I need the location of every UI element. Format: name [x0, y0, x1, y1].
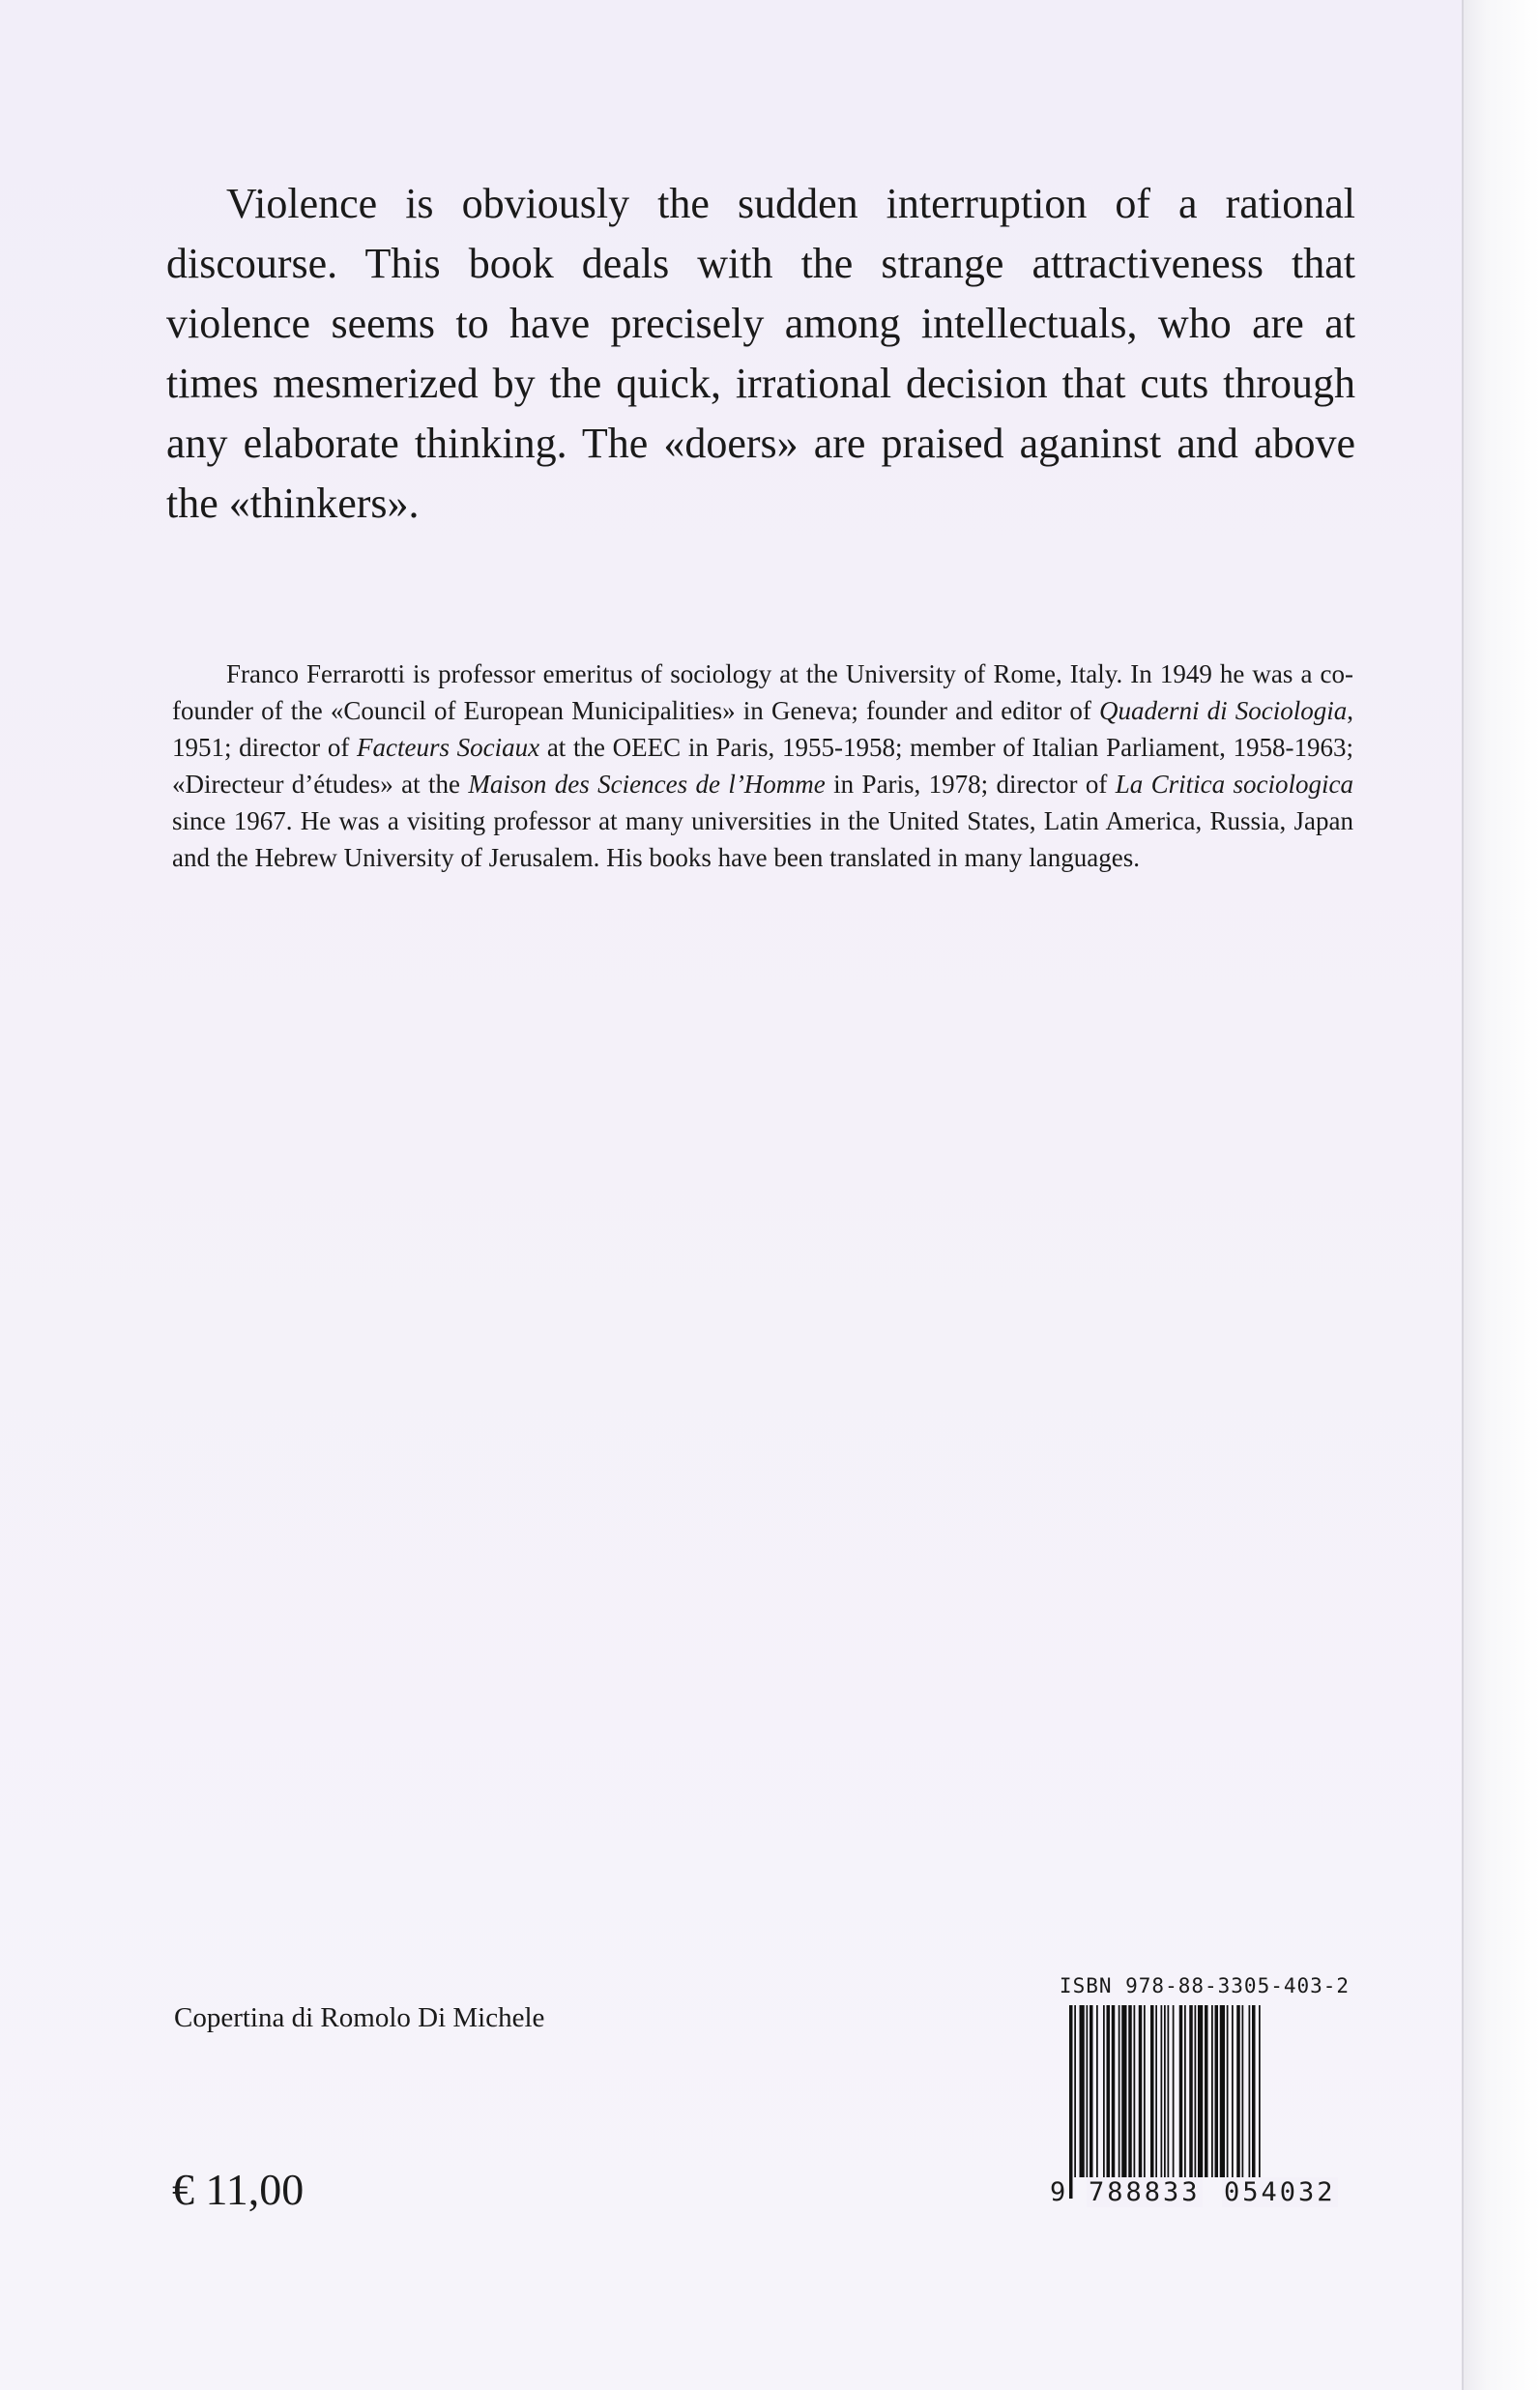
- bio-text-4: in Paris, 1978; director of: [825, 770, 1116, 799]
- ean-left-group: 788833: [1089, 2177, 1201, 2207]
- ean-digits: [1050, 2177, 1359, 2210]
- barcode-bar: [1252, 2005, 1256, 2199]
- isbn-label: ISBN 978-88-3305-403-2: [1059, 1974, 1351, 1997]
- author-bio: [172, 656, 1353, 876]
- bio-text-2: , 1951; director of: [172, 696, 1354, 762]
- barcode-bar: [1121, 2005, 1126, 2177]
- barcode-bar: [1150, 2005, 1154, 2177]
- barcode-bar: [1195, 2005, 1197, 2177]
- barcode-bar: [1249, 2005, 1251, 2177]
- barcode-bar: [1179, 2005, 1183, 2177]
- barcode-bar: [1119, 2005, 1120, 2177]
- barcode-bar: [1087, 2005, 1089, 2177]
- bio-review-title: La Critica sociologica: [1115, 770, 1354, 799]
- barcode-bar: [1164, 2005, 1166, 2177]
- barcode-bar: [1161, 2005, 1163, 2199]
- book-edge: [1462, 0, 1540, 2390]
- cover-credit: Copertina di Romolo Di Michele: [174, 2002, 545, 2033]
- bio-text-3: at the OEEC in Paris, 1955-1958; member of Italian Parliament, 1958-1963; «Directeur d’études» at the: [172, 733, 1353, 799]
- ean-first-digit: 9: [1050, 2177, 1066, 2207]
- bio-text-1: Franco Ferrarotti is professor emeritus of sociology at the University of Rome, Italy. In 1949 he was a co-founder of the «Council of European Municipalities» in Geneva; founder and editor of: [172, 659, 1353, 725]
- barcode-bar: [1173, 2005, 1175, 2177]
- barcode-bar: [1242, 2005, 1244, 2177]
- price: € 11,00: [172, 2165, 305, 2214]
- barcode-bar: [1112, 2005, 1116, 2177]
- barcode-bar: [1236, 2005, 1240, 2177]
- blurb-text: Violence is obviously the sudden interruption of a rational discourse. This book deals with the strange attractiveness that violence seems to have precisely among intellectuals, who are at times mesmerized by the quick, irrational decision that cuts through any elaborate thinking. The «doers» are praised aganinst and above the «thinkers».: [166, 180, 1355, 527]
- bio-journal-title: Quaderni di Sociologia: [1099, 696, 1348, 725]
- barcode-bar: [1205, 2005, 1208, 2177]
- barcode-bar: [1069, 2005, 1073, 2199]
- barcode-bar: [1096, 2005, 1098, 2177]
- barcode-bar: [1090, 2005, 1093, 2177]
- barcode-bar: [1128, 2005, 1132, 2177]
- barcode-bar: [1189, 2005, 1193, 2177]
- barcode-bar: [1211, 2005, 1213, 2177]
- barcode-bar: [1134, 2005, 1136, 2177]
- barcode-bar: [1107, 2005, 1111, 2177]
- bio-text-5: since 1967. He was a visiting professor at many universities in the United States, Latin America, Russia, Japan and the Hebrew University of Jerusalem. His books have been translated in many languages.: [172, 806, 1353, 872]
- barcode-bar: [1080, 2005, 1085, 2177]
- barcode-bar: [1144, 2005, 1146, 2177]
- barcode-bar: [1074, 2005, 1076, 2177]
- barcode-bar: [1103, 2005, 1105, 2177]
- barcode-bars: [1050, 2005, 1359, 2199]
- barcode-bar: [1168, 2005, 1170, 2177]
- barcode-bar: [1227, 2005, 1229, 2177]
- barcode-bar: [1232, 2005, 1234, 2177]
- barcode-bar: [1259, 2005, 1261, 2177]
- ean-right-group: 054032: [1224, 2177, 1336, 2207]
- barcode-bar: [1155, 2005, 1157, 2177]
- barcode-bar: [1184, 2005, 1186, 2177]
- isbn-barcode: [1050, 1974, 1359, 2226]
- barcode-bar: [1220, 2005, 1225, 2177]
- barcode-bar: [1215, 2005, 1219, 2177]
- barcode-bar: [1198, 2005, 1203, 2177]
- bio-organization-title: Facteurs Sociaux: [357, 733, 540, 762]
- bio-institution-title: Maison des Sciences de l’Homme: [468, 770, 826, 799]
- barcode-bar: [1139, 2005, 1143, 2177]
